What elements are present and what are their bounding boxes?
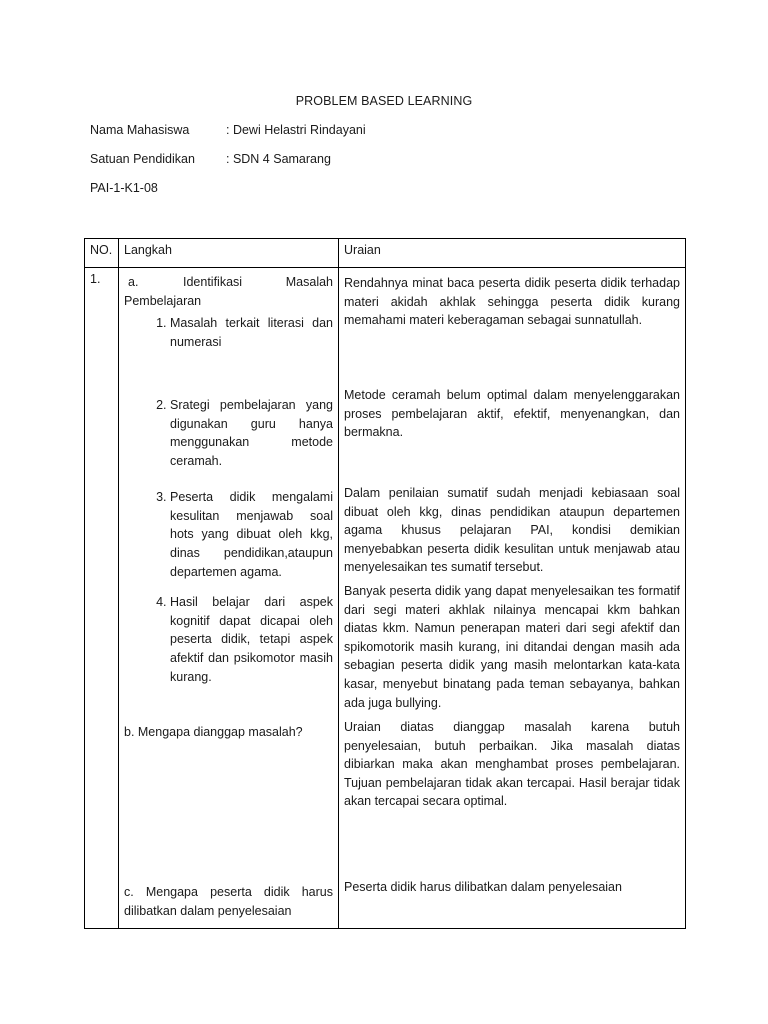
header-no: NO.: [85, 239, 119, 268]
student-name-value: : Dewi Helastri Rindayani: [226, 123, 366, 137]
document-title: PROBLEM BASED LEARNING: [295, 94, 473, 108]
description-item: Dalam penilaian sumatif sudah menjadi kebiasaan soal dibuat oleh kkg, dinas pendidikan ataupun departemen agama khusus pelajaran PAI, kondisi demikian menyebabkan peserta didik kesulitan untuk menjawab atau menyelesaikan tes sumatif tersebut.: [344, 486, 680, 575]
step-cell: [119, 268, 339, 929]
document-code: PAI-1-K1-08: [90, 181, 158, 195]
section-a-marker: a.: [128, 275, 139, 289]
description-item: Metode ceramah belum optimal dalam menyelenggarakan proses pembelajaran aktif, efektif, menyenangkan, dan bermakna.: [344, 388, 680, 440]
description-item-b: Uraian diatas dianggap masalah karena butuh penyelesaian, butuh perbaikan. Jika masalah diatas dibiarkan maka akan menghambat proses pembelajaran. Tujuan pembelajaran tidak akan tercapai. Hasil berajar tidak akan tercapai secara optimal.: [344, 720, 680, 809]
description-item: Banyak peserta didik yang dapat menyelesaikan tes formatif dari segi materi akhlak nilainya mencapai kkm bahkan diatas kkm. Namun penerapan materi dari segi afektif dan spikomotorik masih kurang, ini ditandai dengan masih ada sebagian peserta didik yang masih melontarkan kata-kata kasar, menyebut binatang pada teman sebayanya, bahkan ada juga bullying.: [344, 584, 680, 710]
school-row: [90, 152, 331, 166]
pbl-table: [84, 238, 686, 929]
row-number: 1.: [85, 268, 119, 929]
section-a-title: Identifikasi Masalah: [183, 275, 333, 289]
description-item-c: Peserta didik harus dilibatkan dalam penyelesaian: [344, 880, 622, 894]
list-item: 1. Masalah terkait literasi dan numerasi: [170, 314, 333, 386]
school-value: : SDN 4 Samarang: [226, 152, 331, 166]
student-name-label: Nama Mahasiswa: [90, 123, 190, 137]
list-item: 2. Srategi pembelajaran yang digunakan guru hanya menggunakan metode ceramah.: [170, 396, 333, 476]
school-label: Satuan Pendidikan: [90, 152, 195, 166]
description-item: Rendahnya minat baca peserta didik peserta didik terhadap materi akidah akhlak sehingga peserta didik kurang memahami materi keberagaman sebagai sunnatullah.: [344, 276, 680, 328]
list-item: 4. Hasil belajar dari aspek kognitif dapat dicapai oleh peserta didik, tetapi aspek afektif dan psikomotor masih kurang.: [170, 593, 333, 705]
header-step: Langkah: [119, 239, 339, 268]
section-b-question: b. Mengapa dianggap masalah?: [124, 725, 303, 740]
table-row: [85, 268, 686, 929]
section-a-title-cont: Pembelajaran: [124, 293, 202, 308]
table-header-row: [85, 239, 686, 268]
section-a-heading: [124, 273, 333, 292]
header-desc: Uraian: [339, 239, 686, 268]
section-c-question: c. Mengapa peserta didik harus dilibatkan dalam penyelesaian: [124, 885, 333, 918]
problem-list: [124, 314, 333, 705]
student-name-row: [90, 123, 366, 137]
list-item: 3. Peserta didik mengalami kesulitan menjawab soal hots yang dibuat oleh kkg, dinas pendidikan,ataupun departemen agama.: [170, 488, 333, 584]
description-cell: [339, 268, 686, 929]
